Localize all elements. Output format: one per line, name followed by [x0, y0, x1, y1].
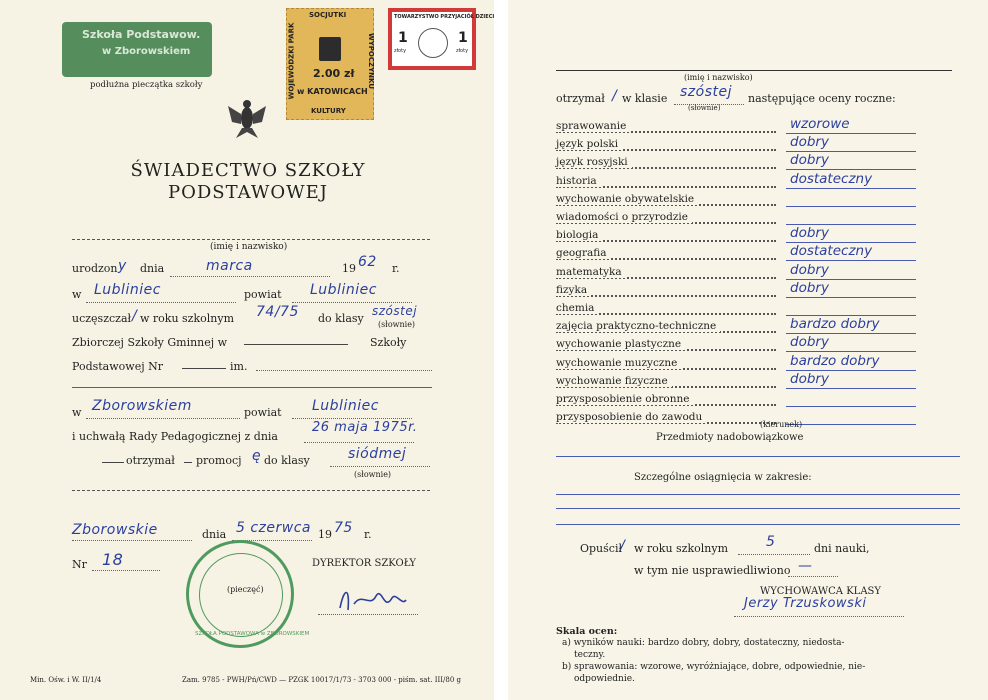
revenue-stamp-children-unit-right: złoty: [456, 48, 469, 54]
born-year-suffix: r.: [392, 262, 400, 275]
certificate-title-line1: ŚWIADECTWO SZKOŁY: [130, 160, 366, 181]
subject-label: sprawowanie: [556, 120, 630, 132]
grade-line: [786, 406, 916, 407]
born-label: urodzon: [72, 262, 118, 275]
issue-day-label: dnia: [202, 528, 227, 541]
unexcused-value: —: [798, 558, 813, 574]
grade-row: [508, 191, 988, 209]
grade-line: [786, 206, 916, 207]
born-year: 62: [358, 254, 377, 270]
born-month: marca: [206, 258, 253, 274]
school-year-label: w roku szkolnym: [140, 312, 235, 325]
direction-caption: (kierunek): [760, 420, 803, 429]
patron-line-2: [72, 387, 432, 388]
grade-row: [508, 370, 988, 391]
grade-row: [508, 352, 988, 373]
primary-line: Podstawowej Nr: [72, 360, 163, 373]
promotion-dash: [184, 462, 192, 463]
unexcused-label: w tym nie usprawiedliwiono: [634, 564, 791, 577]
grades-list: [508, 0, 988, 700]
subject-label: historia: [556, 175, 601, 187]
school-district-label: powiat: [244, 406, 282, 419]
school-year: 74/75: [256, 304, 299, 320]
grade-value: dobry: [790, 370, 829, 387]
born-year-prefix: 19: [342, 262, 356, 275]
subject-label: wiadomości o przyrodzie: [556, 211, 692, 223]
subject-label: wychowanie fizyczne: [556, 375, 672, 387]
class-attended-caption: (słownie): [378, 320, 416, 329]
issue-date: 5 czerwca: [236, 520, 311, 536]
subject-label: przysposobienie do zawodu: [556, 411, 706, 423]
grade-row: [508, 261, 988, 282]
subject-label: wychowanie obywatelskie: [556, 193, 698, 205]
im-label: im.: [230, 360, 248, 373]
teacher-signature: Jerzy Trzuskowski: [744, 596, 867, 611]
grade-row: [508, 409, 988, 427]
school-stamp: [62, 22, 222, 80]
grade-value: dostateczny: [790, 170, 873, 187]
subject-label: fizyka: [556, 284, 591, 296]
revenue-stamp-children-value-left: 1: [398, 30, 408, 46]
resolution-date: 26 maja 1975r.: [312, 420, 418, 435]
grade-value: dobry: [790, 279, 829, 296]
revenue-stamp-park-top: SOCJUTKI: [309, 11, 347, 19]
born-suffix: y: [118, 258, 127, 274]
teacher-signature-line: [734, 616, 904, 617]
revenue-stamp-park: [286, 8, 374, 120]
director-signature: [332, 582, 412, 616]
grade-line: [786, 388, 916, 389]
scale-b-cont: odpowiednie.: [574, 674, 635, 684]
birth-district-line: [292, 302, 412, 303]
patron-line: [256, 370, 432, 371]
stamp-caption: podłużna pieczątka szkoły: [90, 80, 203, 90]
school-stamp-text-top: Szkoła Podstawow.: [82, 28, 201, 41]
promoted-class: siódmej: [348, 446, 407, 462]
birth-district: Lubliniec: [310, 282, 377, 298]
nr-value: 18: [102, 550, 124, 569]
seal-caption: (pieczęć): [227, 585, 264, 594]
missed-year-label: w roku szkolnym: [634, 542, 729, 555]
name-line: [72, 239, 430, 240]
missed-label: Opuścił: [580, 542, 623, 555]
received-label: otrzymał: [126, 454, 175, 467]
revenue-stamp-park-right: WYPOCZYNKU: [367, 33, 375, 89]
resolution-date-line: [304, 442, 414, 443]
class-attended: szóstej: [372, 304, 418, 318]
subject-label: język rosyjski: [556, 156, 632, 168]
school-district-line: [292, 418, 412, 419]
achievements-line-3: [556, 524, 960, 525]
grade-row: [508, 245, 988, 263]
subject-label: geografia: [556, 247, 611, 259]
attended-suffix: /: [132, 308, 138, 324]
missed-days-line: [738, 554, 810, 555]
right-received-label: otrzymał: [556, 92, 605, 105]
grade-row: [508, 118, 988, 136]
grade-row: [508, 227, 988, 245]
seal-ring-text: SZKOŁA PODSTAWOWA w ZBOROWSKIEM: [195, 631, 310, 637]
born-month-line: [170, 276, 330, 277]
director-signature-line: [318, 614, 418, 615]
eagle-emblem-icon: [226, 96, 268, 140]
birth-place: Lubliniec: [94, 282, 161, 298]
grade-value: dostateczny: [790, 243, 873, 260]
optional-line: [556, 456, 960, 457]
certificate-title-line2: PODSTAWOWEJ: [167, 182, 329, 203]
grade-line: [786, 424, 916, 425]
revenue-stamp-children-unit-left: złoty: [394, 48, 407, 54]
subject-label: biologia: [556, 229, 602, 241]
birth-district-label: powiat: [244, 288, 282, 301]
tree-emblem-icon: [319, 37, 341, 61]
school-place: Zborowskiem: [92, 398, 192, 414]
born-day-label: dnia: [140, 262, 165, 275]
grade-row: [508, 170, 988, 191]
promoted-class-line: [330, 466, 430, 467]
footer-right: Zam. 9785 - PWH/Pń/CWD — PZGK 10017/1/73 - 3703 000 - piśm. sat. III/80 g: [182, 676, 462, 684]
name-caption: (imię i nazwisko): [210, 242, 288, 252]
director-label: DYREKTOR SZKOŁY: [312, 558, 416, 569]
subject-label: język polski: [556, 138, 622, 150]
grade-value: dobry: [790, 261, 829, 278]
school-type-blank: [244, 344, 348, 345]
attended-label: uczęszczał: [72, 312, 132, 325]
subject-label: chemia: [556, 302, 598, 314]
right-received-suffix: /: [612, 88, 618, 104]
optional-subjects: Przedmioty nadobowiązkowe: [656, 432, 804, 443]
missed-days-label: dni nauki,: [814, 542, 870, 555]
grade-value: dobry: [790, 334, 829, 351]
grade-value: dobry: [790, 225, 829, 242]
received-blank: [102, 462, 124, 463]
issue-year-suffix: r.: [364, 528, 372, 541]
school-seal: [186, 540, 310, 648]
revenue-stamp-park-foot: KULTURY: [311, 107, 346, 115]
grade-row: [508, 318, 988, 336]
grade-line: [786, 297, 916, 298]
subject-label: wychowanie plastyczne: [556, 338, 685, 350]
to-class-label: do klasy: [318, 312, 364, 325]
grade-row: [508, 391, 988, 409]
revenue-stamp-children-title: TOWARZYSTWO PRZYJACIÓŁ DZIECI: [394, 14, 495, 20]
achievements-line-2: [556, 508, 960, 509]
birth-place-w-label: w: [72, 288, 82, 301]
missed-days: 5: [766, 534, 776, 550]
issue-place: Zborowskie: [72, 522, 158, 538]
grade-value: bardzo dobry: [790, 316, 880, 333]
school-stamp-text-bottom: w Zborowskiem: [102, 46, 191, 57]
school-place-line: [86, 418, 240, 419]
grade-row: [508, 154, 988, 172]
school-word: Szkoły: [370, 336, 407, 349]
nr-line: [92, 570, 160, 571]
scale-a: a) wyników nauki: bardzo dobry, dobry, dostateczny, niedosta-: [562, 638, 845, 648]
grades-intro: następujące oceny roczne:: [748, 92, 896, 105]
footer-left: Min. Ośw. i W. II/1/4: [30, 676, 102, 684]
in-class-label: w klasie: [622, 92, 668, 105]
nr-label: Nr: [72, 558, 87, 571]
revenue-stamp-park-bottom: w KATOWICACH: [297, 87, 368, 96]
revenue-stamp-children-society: [388, 8, 495, 70]
scale-a-cont: teczny.: [574, 650, 606, 660]
to-class-label-2: do klasy: [264, 454, 310, 467]
certificate-right-page: [508, 0, 988, 700]
promotion-label: promocj: [196, 454, 242, 467]
scale-b: b) sprawowania: wzorowe, wyróżniające, dobre, odpowiednie, nie-: [562, 662, 866, 672]
issue-year-prefix: 19: [318, 528, 332, 541]
scale-title: Skala ocen:: [556, 626, 618, 637]
grade-row: [508, 136, 988, 154]
revenue-stamp-park-value: 2.00 zł: [313, 67, 355, 80]
subject-label: matematyka: [556, 266, 626, 278]
primary-number-blank: [182, 368, 226, 369]
birth-place-line: [86, 302, 236, 303]
grade-value: dobry: [790, 152, 829, 169]
school-type-line: Zbiorczej Szkoły Gminnej w: [72, 336, 228, 349]
grade-row: [508, 279, 988, 300]
grade-value: dobry: [790, 134, 829, 151]
school-district: Lubliniec: [312, 398, 379, 414]
subject-label: przysposobienie obronne: [556, 393, 693, 405]
achievements: Szczególne osiągnięcia w zakresie:: [634, 472, 812, 483]
grade-row: [508, 209, 988, 227]
grade-line: [786, 188, 916, 189]
resolution-label: i uchwałą Rady Pedagogicznej z dnia: [72, 430, 278, 443]
revenue-stamp-children-value-right: 1: [458, 30, 468, 46]
right-class-value: szóstej: [680, 84, 732, 100]
grade-value: bardzo dobry: [790, 352, 880, 369]
teacher-label: WYCHOWAWCA KLASY: [760, 586, 881, 597]
school-place-w-label: w: [72, 406, 82, 419]
issue-place-line: [72, 540, 192, 541]
right-class-caption: (słownie): [688, 104, 721, 112]
grade-row: [508, 300, 988, 318]
missed-suffix: /: [620, 538, 626, 554]
issue-year: 75: [334, 520, 353, 536]
grade-row: [508, 336, 988, 354]
subject-label: zajęcia praktyczno-techniczne: [556, 320, 720, 332]
grade-value: wzorowe: [790, 116, 850, 132]
right-name-caption: (imię i nazwisko): [684, 73, 753, 82]
subject-label: wychowanie muzyczne: [556, 357, 681, 369]
revenue-stamp-park-left: WOJEWÓDZKI PARK: [287, 22, 296, 100]
child-emblem-icon: [418, 28, 448, 58]
separator-line: [72, 490, 430, 491]
promoted-class-caption: (słownie): [354, 470, 392, 479]
unexcused-line: [788, 576, 838, 577]
achievements-line-1: [556, 494, 960, 495]
promotion-suffix: ę: [252, 448, 262, 464]
